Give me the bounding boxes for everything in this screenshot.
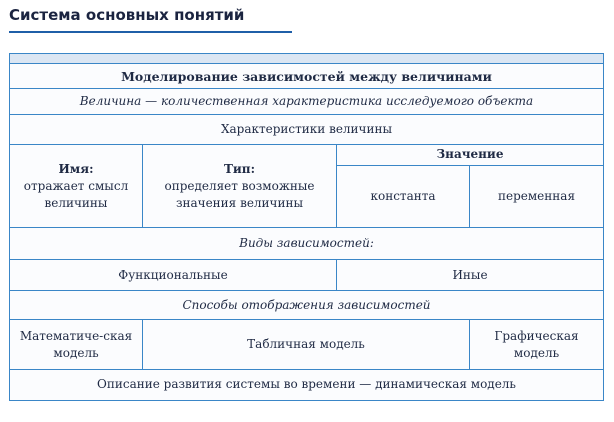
model-table: Табличная модель [143, 320, 470, 370]
page-heading: Система основных понятий [9, 6, 245, 24]
name-description: отражает смысл величины [23, 178, 129, 210]
value-constant: константа [337, 165, 470, 227]
name-cell [10, 145, 143, 228]
definition-row: Величина — количественная характеристика исследуемого объекта [10, 89, 604, 115]
type-description: определяет возможные значения величины [164, 178, 315, 210]
table-title: Моделирование зависимостей между величинами [10, 64, 604, 89]
model-graphic: Графическая модель [470, 320, 604, 370]
name-header: Имя: [58, 161, 94, 176]
dependency-types-title: Виды зависимостей: [10, 227, 604, 259]
display-methods-title: Способы отображения зависимостей [10, 291, 604, 320]
dependency-other: Иные [337, 260, 604, 291]
dependency-functional: Функциональные [10, 260, 337, 291]
characteristics-title: Характеристики величины [10, 115, 604, 145]
concept-table [9, 53, 604, 401]
dynamic-model-row: Описание развития системы во времени — динамическая модель [10, 369, 604, 400]
heading-underline [9, 31, 292, 33]
type-cell [143, 145, 337, 228]
model-math: Математиче-ская модель [10, 320, 143, 370]
value-header: Значение [337, 145, 604, 166]
type-header: Тип: [223, 161, 256, 176]
header-band [10, 54, 604, 64]
value-variable: переменная [470, 165, 604, 227]
